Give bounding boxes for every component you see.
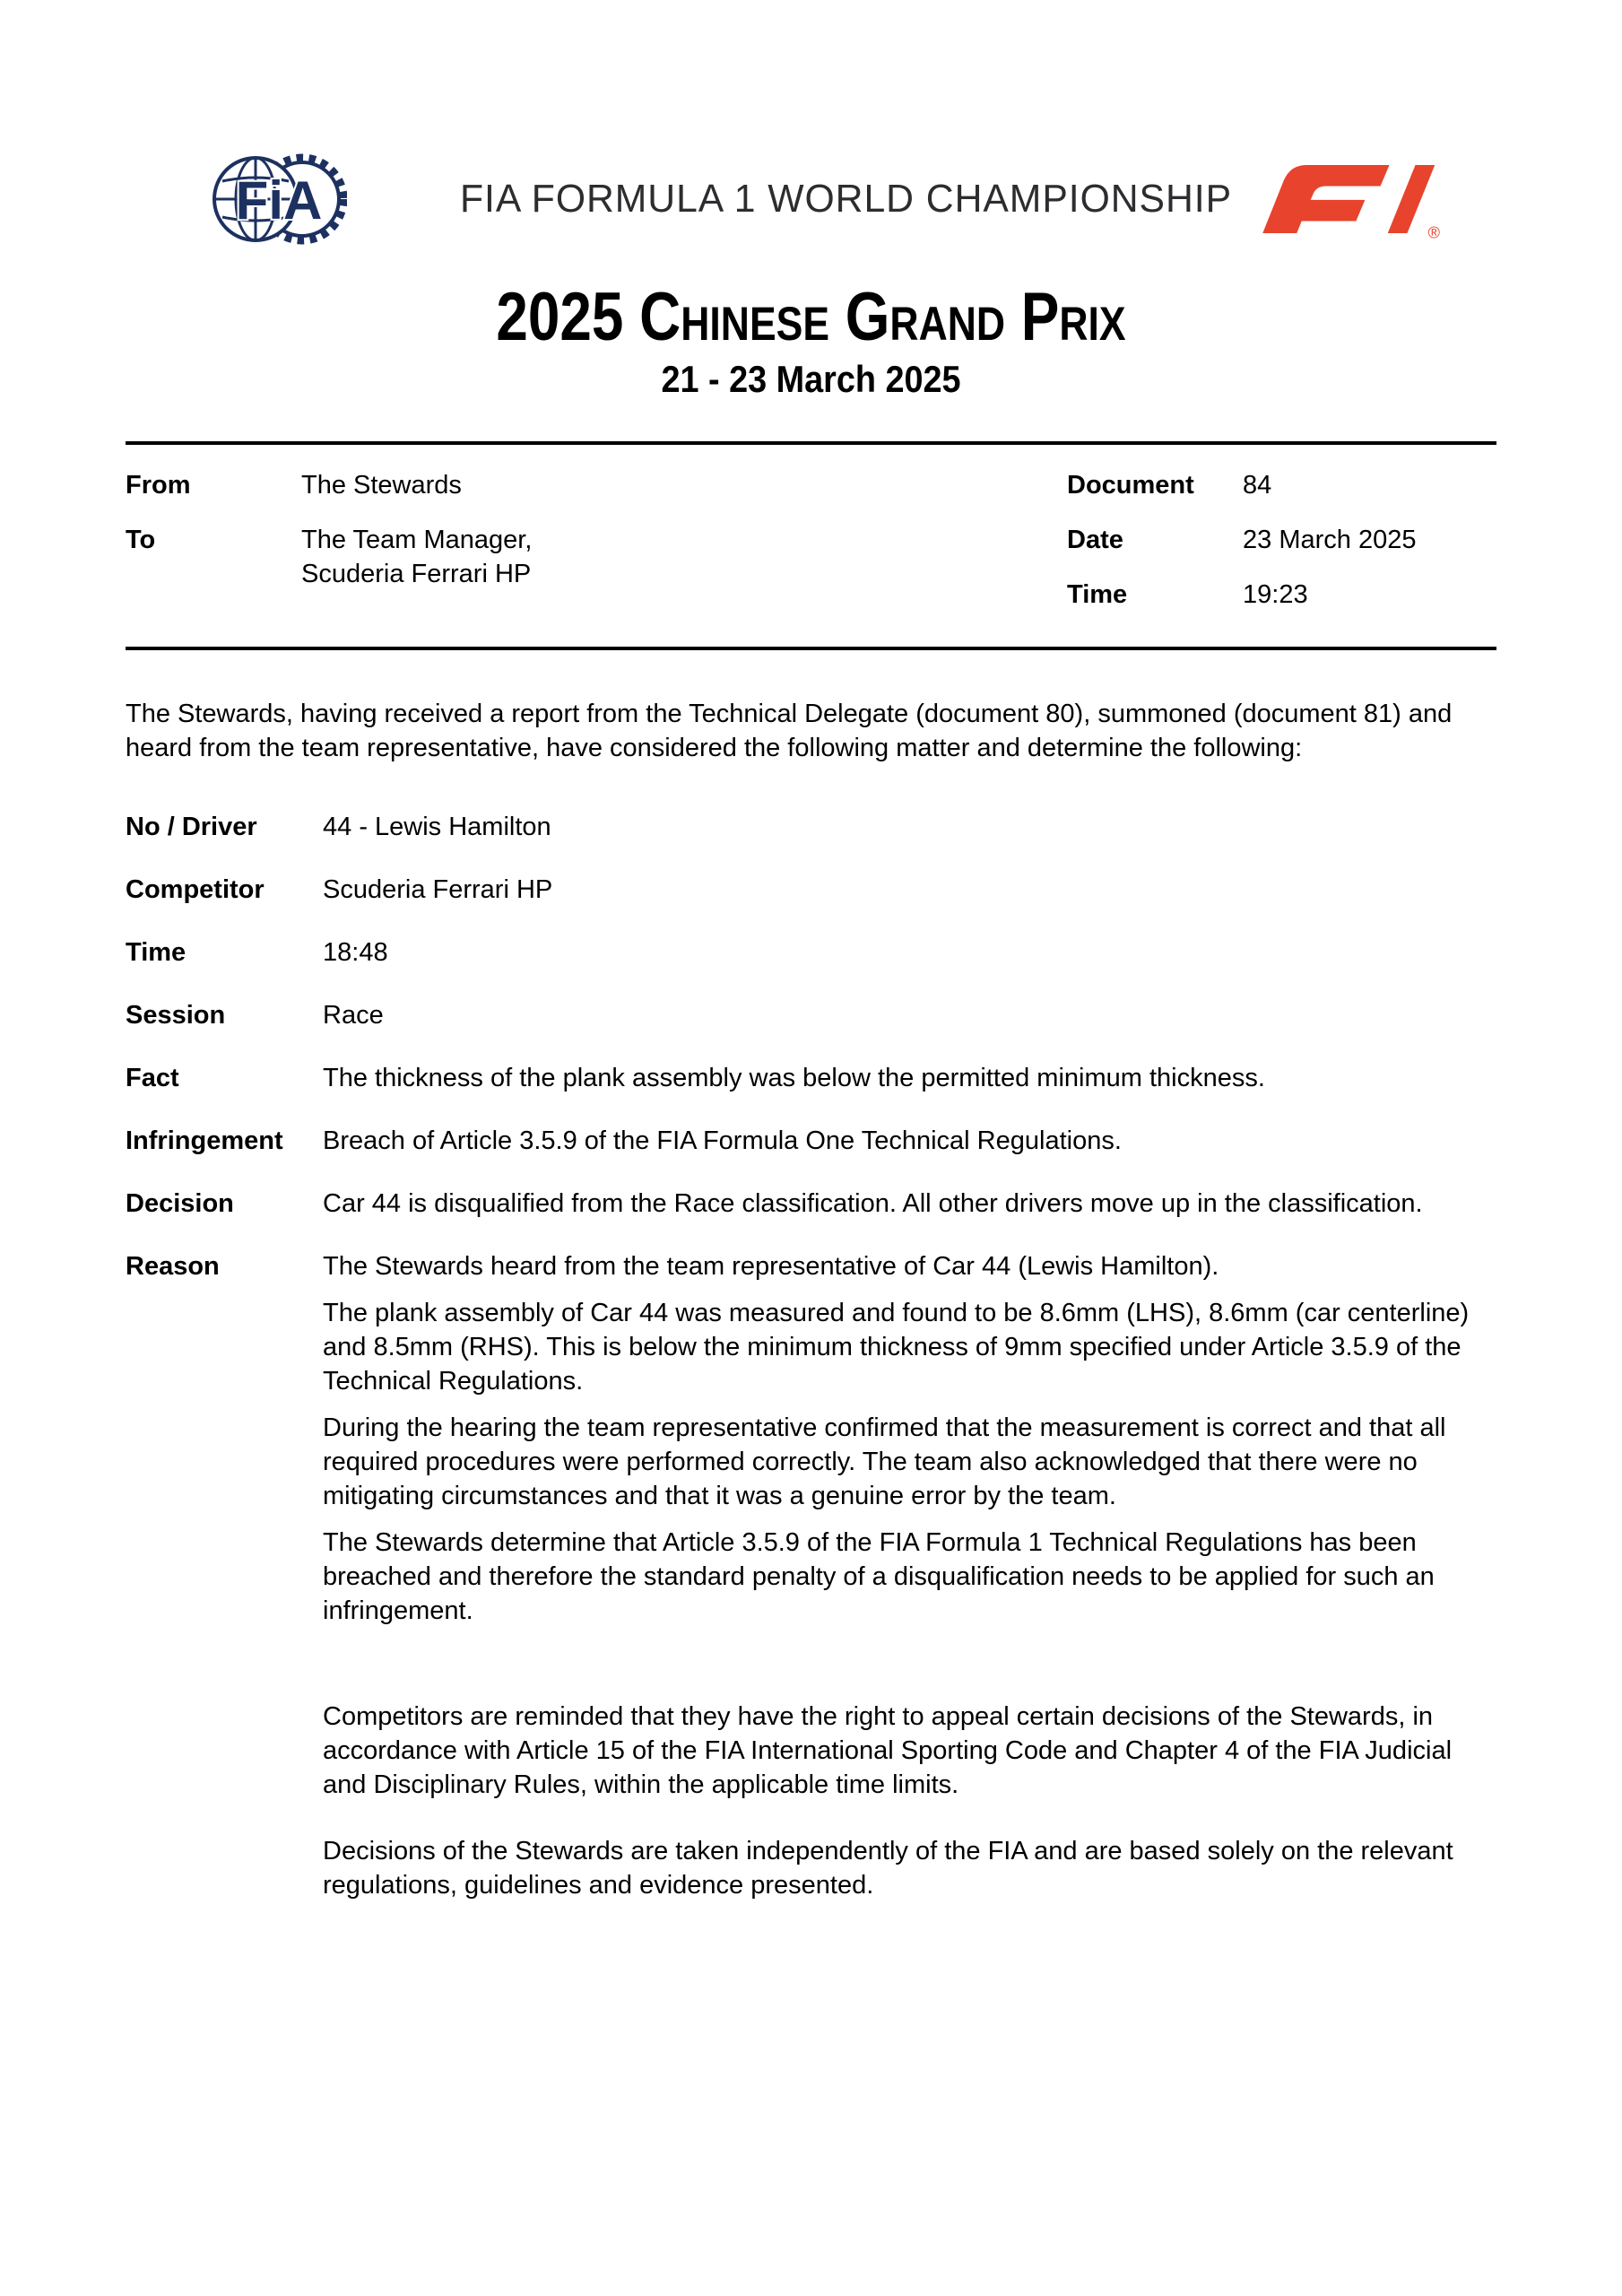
field-row-time [126,935,1496,970]
to-label: To [126,526,156,554]
meta-from-row [126,468,1067,502]
field-row-infringement [126,1124,1496,1158]
footer-notices [323,1700,1492,1902]
document-value: 84 [1243,471,1272,500]
field-row-decision [126,1187,1496,1221]
field-row-no-driver [126,810,1496,844]
field-label: Competitor [126,875,265,904]
event-dates: 21 - 23 March 2025 [661,358,961,400]
field-label: Reason [126,1252,220,1281]
from-label: From [126,471,191,500]
field-value: The thickness of the plank assembly was below the permitted minimum thickness. [323,1064,1265,1092]
intro-paragraph: The Stewards, having received a report from the Technical Delegate (document 80), summoned (document 81) and heard from the team representative, have considered the following matter and determine the following: [126,700,1453,762]
field-label: No / Driver [126,813,257,841]
field-label: Session [126,1001,226,1030]
meta-left-column [126,468,1067,612]
field-row-session [126,998,1496,1032]
meta-to-row [126,523,1067,591]
field-label: Decision [126,1189,234,1218]
field-label: Time [126,938,186,967]
meta-right-column [1067,468,1496,612]
time-value: 19:23 [1243,580,1308,609]
meta-time-row [1067,578,1496,612]
field-label: Fact [126,1064,179,1092]
time-label: Time [1067,580,1128,609]
event-title: 2025 Chinese Grand Prix [496,279,1126,355]
field-value: Scuderia Ferrari HP [323,875,553,904]
title-block [0,279,1622,400]
championship-title: FIA FORMULA 1 WORLD CHAMPIONSHIP [460,177,1233,221]
to-value-line2: Scuderia Ferrari HP [301,560,532,588]
field-row-competitor [126,873,1496,907]
meta-document-row [1067,468,1496,502]
fia-logo [213,151,347,248]
registered-mark: ® [1427,223,1440,242]
independence-notice: Decisions of the Stewards are taken independently of the FIA and are based solely on the relevant regulations, guidelines and evidence presented. [323,1837,1453,1900]
field-value: 44 - Lewis Hamilton [323,813,551,841]
date-value: 23 March 2025 [1243,526,1417,554]
field-label: Infringement [126,1126,283,1155]
f1-logo [1256,156,1443,242]
masthead [0,0,1622,248]
from-value: The Stewards [301,471,462,500]
field-value: 18:48 [323,938,388,967]
reason-paragraph: The Stewards determine that Article 3.5.9 of the FIA Formula 1 Technical Regulations has been breached and therefore the standard penalty of a disqualification needs to be applied for such an infringement. [323,1528,1435,1625]
meta-table [126,441,1496,650]
document-label: Document [1067,471,1194,500]
reason-paragraphs [323,1249,1496,1628]
reason-paragraph: The Stewards heard from the team representative of Car 44 (Lewis Hamilton). [323,1252,1219,1281]
reason-paragraph: During the hearing the team representative confirmed that the measurement is correct and that all required procedures were performed correctly. The team also acknowledged that there were no mitigating circumstances and that it was a genuine error by the team. [323,1413,1446,1510]
svg-text:FiA: FiA [235,170,323,230]
date-label: Date [1067,526,1123,554]
field-value: Race [323,1001,384,1030]
to-value [301,523,1067,591]
reason-paragraph: The plank assembly of Car 44 was measured and found to be 8.6mm (LHS), 8.6mm (car centerline) and 8.5mm (RHS). This is below the minimum thickness of 9mm specified under Article 3.5.9 of the Technical Regulations. [323,1299,1470,1396]
field-value: Breach of Article 3.5.9 of the FIA Formula One Technical Regulations. [323,1126,1122,1155]
meta-date-row [1067,523,1496,557]
appeal-notice: Competitors are reminded that they have the right to appeal certain decisions of the Stewards, in accordance with Article 15 of the FIA International Sporting Code and Chapter 4 of the FIA Judicial and Disciplinary Rules, within the applicable time limits. [323,1702,1453,1799]
field-value: Car 44 is disqualified from the Race classification. All other drivers move up in the classification. [323,1189,1423,1218]
field-row-fact [126,1061,1496,1095]
to-value-line1: The Team Manager, [301,526,533,554]
field-row-reason [126,1249,1496,1628]
